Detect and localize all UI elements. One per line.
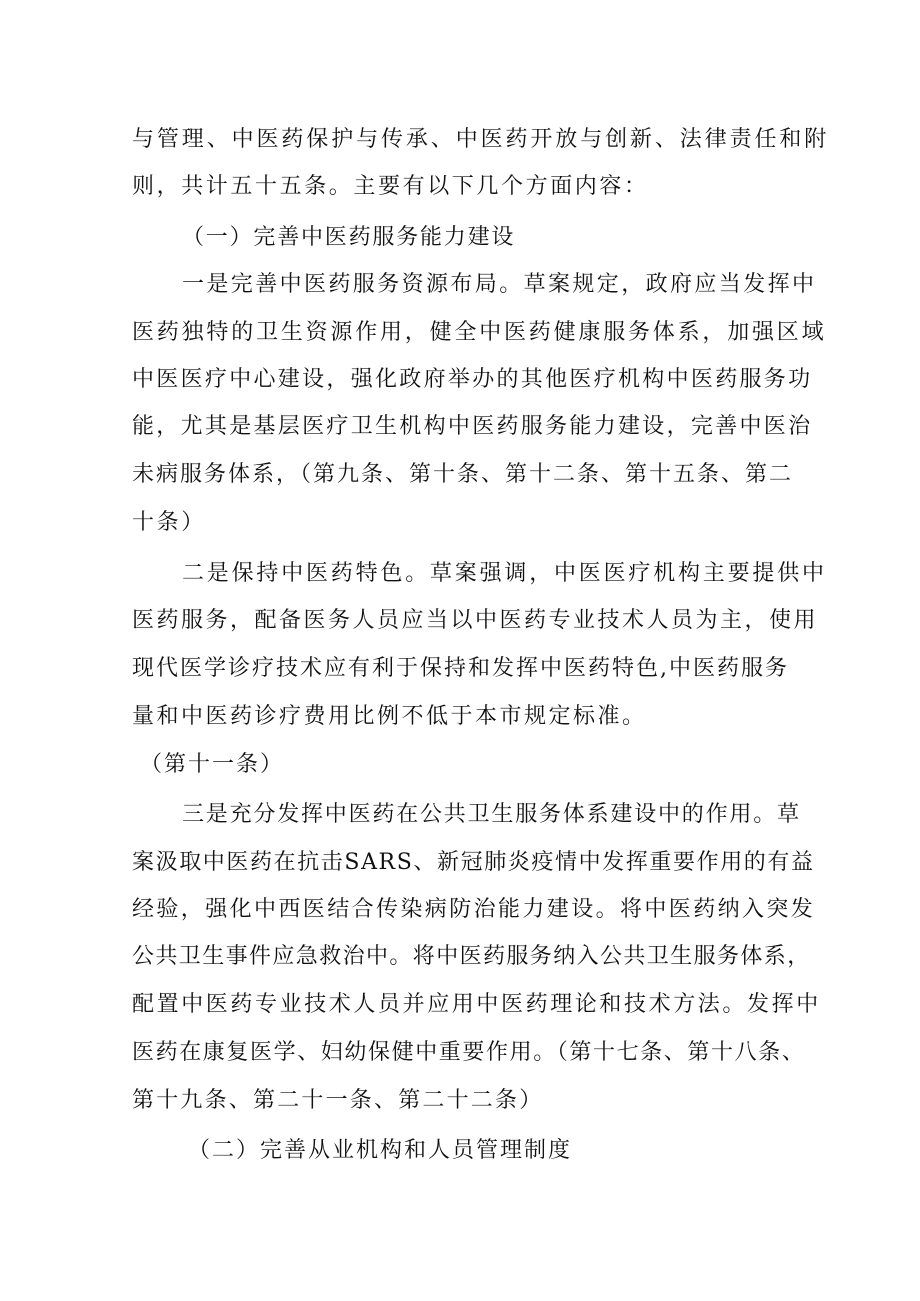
paragraph-line: （第十一条）	[140, 752, 285, 777]
paragraph-line: 现代医学诊疗技术应有利于保持和发挥中医药特色,中医药服务	[132, 656, 789, 681]
paragraph-line: 能，尤其是基层医疗卫生机构中医药服务能力建设，完善中医治	[132, 414, 813, 439]
paragraph-line: 案汲取中医药在抗击SARS、新冠肺炎疫情中发挥重要作用的有益	[132, 850, 815, 875]
paragraph-line: 医药独特的卫生资源作用，健全中医药健康服务体系，加强区域	[132, 320, 827, 345]
paragraph-line: 第十九条、第二十一条、第二十二条）	[132, 1088, 544, 1113]
paragraph-line: 配置中医药专业技术人员并应用中医药理论和技术方法。发挥中	[132, 992, 821, 1017]
paragraph-line: 量和中医药诊疗费用比例不低于本市规定标准。	[132, 704, 647, 729]
paragraph-line: 公共卫生事件应急救治中。将中医药服务纳入公共卫生服务体系，	[132, 944, 811, 969]
section-heading: （二）完善从业机构和人员管理制度	[188, 1138, 573, 1163]
section-heading: （一）完善中医药服务能力建设	[182, 225, 516, 250]
paragraph-line: 与管理、中医药保护与传承、中医药开放与创新、法律责任和附	[132, 127, 830, 152]
paragraph-line: 二是保持中医药特色。草案强调，中医医疗机构主要提供中	[182, 561, 827, 586]
paragraph-line: 中医医疗中心建设，强化政府举办的其他医疗机构中医药服务功	[132, 367, 813, 392]
paragraph-line: 三是充分发挥中医药在公共卫生服务体系建设中的作用。草	[182, 802, 801, 827]
paragraph-line: 未病服务体系，（第九条、第十条、第十二条、第十五条、第二	[132, 462, 794, 487]
paragraph-line: 十条）	[132, 510, 206, 535]
paragraph-line: 医药服务，配备医务人员应当以中医药专业技术人员为主，使用	[132, 608, 819, 633]
paragraph-line: 一是完善中医药服务资源布局。草案规定，政府应当发挥中	[182, 272, 817, 297]
paragraph-line: 医药在康复医学、妇幼保健中重要作用。（第十七条、第十八条、	[132, 1040, 806, 1065]
paragraph-line: 则，共计五十五条。主要有以下几个方面内容：	[132, 174, 649, 199]
paragraph-line: 经验，强化中西医结合传染病防治能力建设。将中医药纳入突发	[132, 897, 816, 922]
